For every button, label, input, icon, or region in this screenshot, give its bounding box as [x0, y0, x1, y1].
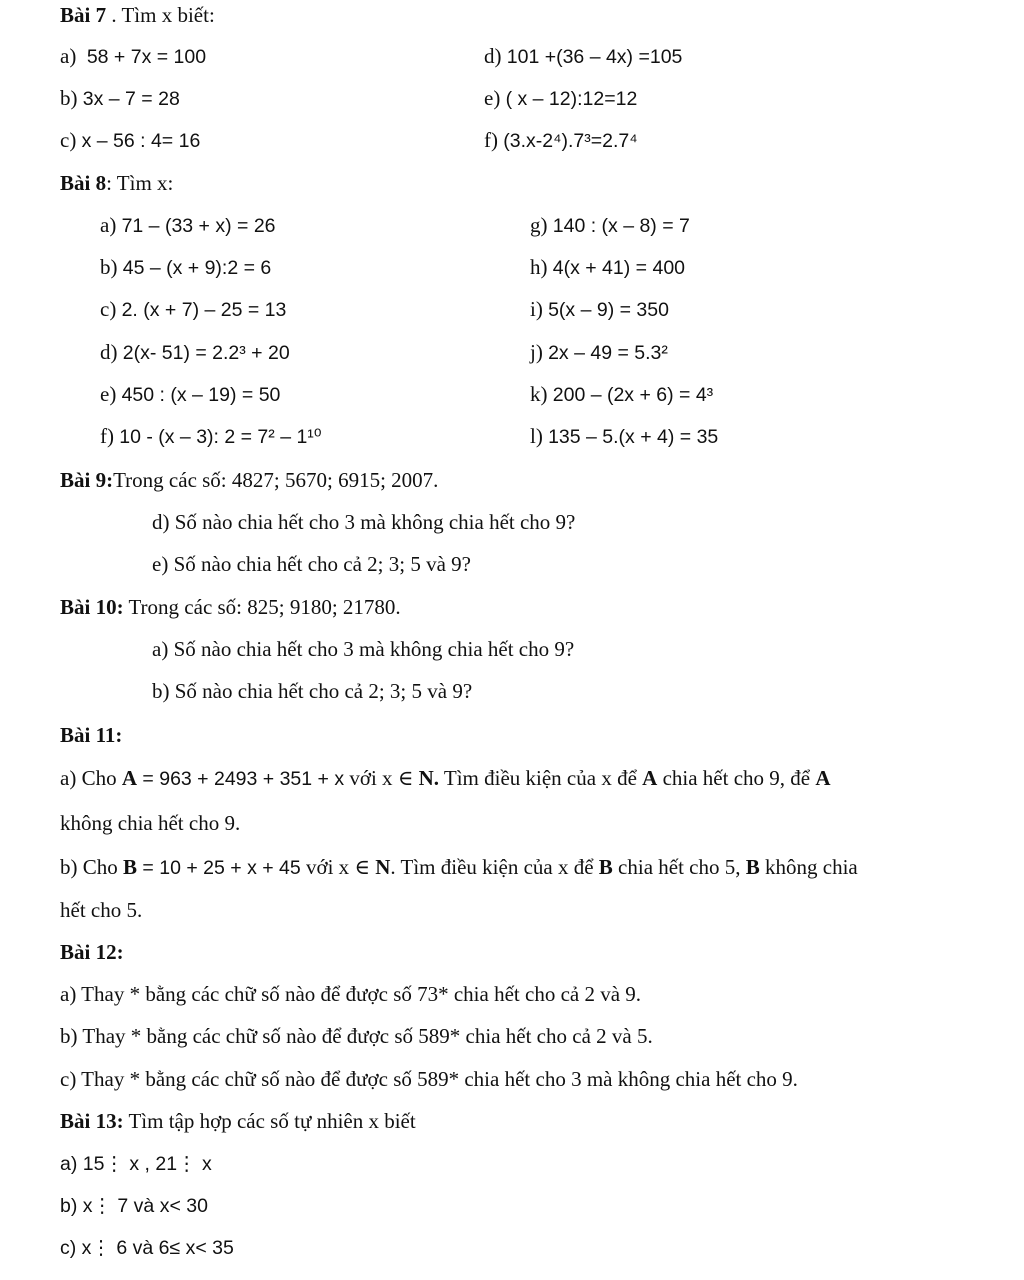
bai8-j: j) 2x – 49 = 5.3²	[530, 340, 668, 364]
bai12-b: b) Thay * bằng các chữ số nào để được số 589* chia hết cho cả 2 và 5.	[60, 1024, 653, 1048]
bai7-b: b) 3x – 7 = 28	[60, 86, 180, 110]
bai7-c: c) x – 56 : 4= 16	[60, 128, 201, 152]
bai8-g: g) 140 : (x – 8) = 7	[530, 213, 690, 237]
bai10-b: b) Số nào chia hết cho cả 2; 3; 5 và 9?	[152, 679, 473, 703]
bai13-title: Bài 13: Tìm tập hợp các số tự nhiên x biết	[60, 1109, 416, 1133]
bai7-label: Bài 7	[60, 3, 107, 27]
bai11-b-cont: hết cho 5.	[60, 898, 143, 922]
bai8-l: l) 135 – 5.(x + 4) = 35	[530, 424, 719, 448]
bai7-a: a) 58 + 7x = 100	[60, 44, 207, 68]
bai10-title: Bài 10: Trong các số: 825; 9180; 21780.	[60, 595, 401, 619]
bai13-c: c) x⋮ 6 và 6≤ x< 35	[60, 1237, 234, 1259]
bai11-a-cont: không chia hết cho 9.	[60, 811, 241, 835]
bai9-e: e) Số nào chia hết cho cả 2; 3; 5 và 9?	[152, 552, 471, 576]
bai8-d: d) 2(x- 51) = 2.2³ + 20	[100, 340, 290, 364]
bai8-i: i) 5(x – 9) = 350	[530, 297, 669, 321]
bai8-f: f) 10 - (x – 3): 2 = 7² – 1¹⁰	[100, 424, 322, 448]
bai12-a: a) Thay * bằng các chữ số nào để được số 73* chia hết cho cả 2 và 9.	[60, 982, 642, 1006]
bai9-title: Bài 9:Trong các số: 4827; 5670; 6915; 2007.	[60, 468, 439, 492]
bai7-e: e) ( x – 12):12=12	[484, 86, 638, 110]
bai8-title: Bài 8: Tìm x:	[60, 171, 174, 195]
bai11-a: a) Cho A = 963 + 2493 + 351 + x với x ∈ N. Tìm điều kiện của x để A chia hết cho 9, để A	[60, 766, 831, 790]
bai8-a: a) 71 – (33 + x) = 26	[100, 213, 276, 237]
bai8-h: h) 4(x + 41) = 400	[530, 255, 686, 279]
bai8-label: Bài 8	[60, 171, 107, 195]
bai9-d: d) Số nào chia hết cho 3 mà không chia hết cho 9?	[152, 510, 576, 534]
bai13-a: a) 15⋮ x , 21⋮ x	[60, 1153, 212, 1175]
bai8-b: b) 45 – (x + 9):2 = 6	[100, 255, 272, 279]
bai7-d: d) 101 +(36 – 4x) =105	[484, 44, 683, 68]
bai8-k: k) 200 – (2x + 6) = 4³	[530, 382, 714, 406]
bai10-label: Bài 10:	[60, 595, 124, 619]
bai10-a: a) Số nào chia hết cho 3 mà không chia hết cho 9?	[152, 637, 575, 661]
bai8-c: c) 2. (x + 7) – 25 = 13	[100, 297, 287, 321]
bai9-label: Bài 9:	[60, 468, 114, 492]
bai8-e: e) 450 : (x – 19) = 50	[100, 382, 281, 406]
bai11-label: Bài 11:	[60, 723, 123, 747]
bai12-title	[60, 939, 124, 965]
bai13-b: b) x⋮ 7 và x< 30	[60, 1195, 208, 1217]
bai12-label: Bài 12:	[60, 940, 124, 964]
bai13-label: Bài 13:	[60, 1109, 124, 1133]
bai11-b: b) Cho B = 10 + 25 + x + 45 với x ∈ N. Tìm điều kiện của x để B chia hết cho 5, B không chia	[60, 855, 858, 879]
bai12-c: c) Thay * bằng các chữ số nào để được số 589* chia hết cho 3 mà không chia hết cho 9.	[60, 1067, 798, 1091]
bai11-title	[60, 722, 122, 748]
bai7-title: Bài 7 . Tìm x biết:	[60, 3, 215, 27]
bai7-f: f) (3.x-2⁴).7³=2.7⁴	[484, 128, 638, 152]
